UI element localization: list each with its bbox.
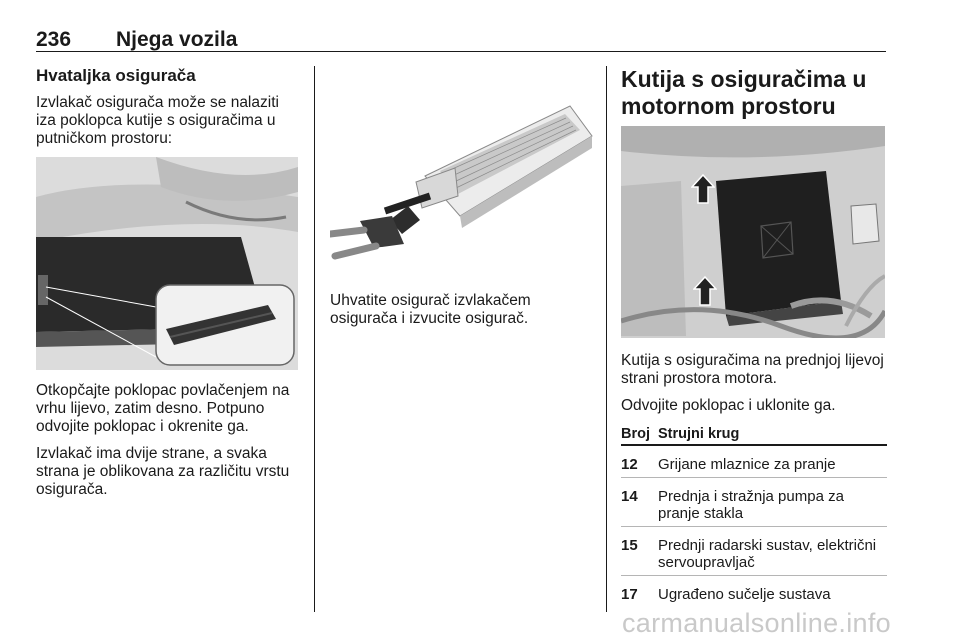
watermark-link[interactable]: carmanualsonline.info xyxy=(622,608,891,638)
table-row xyxy=(621,527,887,576)
engine-bay-drawing xyxy=(621,126,885,338)
fuse-puller-illustration xyxy=(330,96,594,276)
page-header xyxy=(36,26,886,52)
fuse-circuit: Prednja i stražnja pumpa za pranje stakla xyxy=(658,488,844,522)
fuse-number: 12 xyxy=(621,456,638,473)
instruction-step-2: Izvlakač ima dvije strane, a svaka strana je oblikovana za različitu vrstu osigurača. xyxy=(36,445,290,498)
fuse-puller-caption: Uhvatite osigurač izvlakačem osigurača i izvucite osigurač. xyxy=(330,292,531,327)
fuse-puller-drawing xyxy=(330,96,594,276)
fuse-circuit: Grijane mlaznice za pranje xyxy=(658,456,836,473)
table-row xyxy=(621,576,887,607)
table-row xyxy=(621,478,887,527)
fuse-box-caption: Kutija s osiguračima na prednjoj lijevoj strani prostora motora. xyxy=(621,352,884,387)
glovebox-illustration xyxy=(36,157,298,370)
fuse-circuit: Ugrađeno sučelje sustava xyxy=(658,586,831,603)
fuse-number: 15 xyxy=(621,537,638,554)
column-divider-right xyxy=(606,66,607,612)
section-heading: Hvataljka osigurača xyxy=(36,66,196,85)
engine-fuse-box-illustration xyxy=(621,126,885,338)
fuse-table xyxy=(621,424,887,607)
table-row xyxy=(621,446,887,478)
intro-text: Izvlakač osigurača može se nalaziti iza poklopca kutije s osiguračima u putničkom prostoru: xyxy=(36,94,279,147)
glovebox-drawing xyxy=(36,157,298,370)
section-title: Kutija s osiguračima u motornom prostoru xyxy=(621,66,867,119)
middle-column xyxy=(330,66,594,337)
chapter-title: Njega vozila xyxy=(116,28,238,51)
column-divider-left xyxy=(314,66,315,612)
instruction-step-1: Otkopčajte poklopac povlačenjem na vrhu lijevo, zatim desno. Potpuno odvojite poklopac i okrenite ga. xyxy=(36,382,290,435)
table-header xyxy=(621,424,887,446)
fuse-number: 17 xyxy=(621,586,638,603)
page-number: 236 xyxy=(36,28,72,51)
fuse-box-instruction: Odvojite poklopac i uklonite ga. xyxy=(621,397,836,414)
left-column xyxy=(36,66,300,508)
column-header-circuit: Strujni krug xyxy=(658,426,740,442)
arrow-up-icon xyxy=(691,174,715,204)
fuse-number: 14 xyxy=(621,488,638,505)
column-header-number: Broj xyxy=(621,426,650,442)
arrow-up-icon xyxy=(693,276,717,306)
fuse-circuit: Prednji radarski sustav, električni servoupravljač xyxy=(658,537,877,571)
right-column xyxy=(621,66,887,607)
